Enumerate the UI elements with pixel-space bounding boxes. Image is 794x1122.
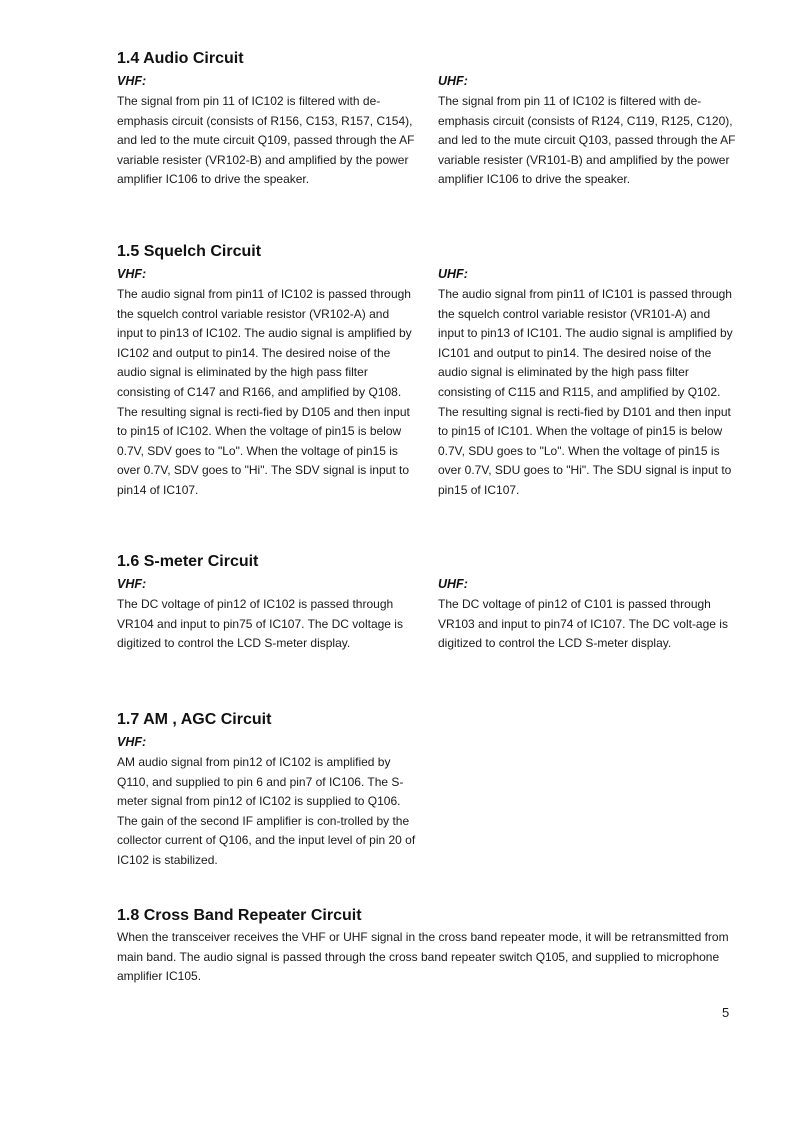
vhf-column bbox=[117, 576, 417, 654]
uhf-label: UHF: bbox=[438, 577, 468, 591]
vhf-column bbox=[117, 73, 417, 190]
vhf-column bbox=[117, 734, 422, 871]
vhf-paragraph: AM audio signal from pin12 of IC102 is amplified by Q110, and supplied to pin 6 and pin7 of IC106. The S-meter signal from pin12 of IC102 is supplied to Q106. The gain of the second IF amplifier is con-trolled by the collector current of Q106, and the input level of pin 20 of IC102 is stabilized. bbox=[117, 755, 416, 867]
page-number: 5 bbox=[722, 1005, 730, 1020]
section-heading: 1.4 Audio Circuit bbox=[117, 50, 244, 67]
uhf-column bbox=[438, 73, 738, 190]
uhf-paragraph: The signal from pin 11 of IC102 is filtered with de-emphasis circuit (consists of R124, C119, R125, C120), and led to the mute circuit Q103, passed through the AF variable resister (VR101-B) and amplified by the power amplifier IC106 to drive the speaker. bbox=[438, 94, 736, 187]
uhf-paragraph: The DC voltage of pin12 of C101 is passed through VR103 and input to pin74 of IC107. The DC volt-age is digitized to control the LCD S-meter display. bbox=[438, 597, 728, 651]
repeater-paragraph: When the transceiver receives the VHF or UHF signal in the cross band repeater mode, it will be retransmitted from main band. The audio signal is passed through the cross band repeater switch Q105, and supplied to microphone amplifier IC105. bbox=[117, 930, 729, 984]
section-heading: 1.8 Cross Band Repeater Circuit bbox=[117, 907, 362, 924]
section-squelch-circuit bbox=[117, 242, 747, 497]
section-am-agc-circuit bbox=[117, 710, 747, 867]
uhf-label: UHF: bbox=[438, 267, 468, 281]
vhf-label: VHF: bbox=[117, 267, 147, 281]
section-audio-circuit bbox=[117, 49, 747, 187]
section-heading: 1.6 S-meter Circuit bbox=[117, 553, 259, 570]
uhf-label: UHF: bbox=[438, 74, 468, 88]
section-s-meter-circuit bbox=[117, 552, 747, 651]
vhf-label: VHF: bbox=[117, 74, 147, 88]
vhf-label: VHF: bbox=[117, 735, 147, 749]
section-heading: 1.5 Squelch Circuit bbox=[117, 243, 262, 260]
uhf-paragraph: The audio signal from pin11 of IC101 is passed through the squelch control variable resistor (VR101-A) and input to pin13 of IC101. The audio signal is amplified by IC101 and output to pin14. The desired noise of the audio signal is eliminated by the high pass filter consisting of C115 and R115, and amplified by Q102. The resulting signal is recti-fied by D101 and then input to pin15 of IC101. When the voltage of pin15 is below 0.7V, SDU goes to "Lo". When the voltage of pin15 is over 0.7V, SDU goes to "Hi". The SDU signal is input to pin15 of IC107. bbox=[438, 287, 733, 497]
vhf-paragraph: The DC voltage of pin12 of IC102 is passed through VR104 and input to pin75 of IC107. The DC voltage is digitized to control the LCD S-meter display. bbox=[117, 597, 403, 651]
section-heading: 1.7 AM , AGC Circuit bbox=[117, 711, 272, 728]
section-cross-band-repeater bbox=[117, 906, 747, 987]
vhf-paragraph: The audio signal from pin11 of IC102 is passed through the squelch control variable resistor (VR102-A) and input to pin13 of IC102. The audio signal is amplified by IC102 and output to pin14. The desired noise of the audio signal is eliminated by the high pass filter consisting of C147 and R166, and amplified by Q108. The resulting signal is recti-fied by D105 and then input to pin15 of IC102. When the voltage of pin15 is below 0.7V, SDV goes to "Lo". When the voltage of pin15 is over 0.7V, SDV goes to "Hi". The SDV signal is input to pin14 of IC107. bbox=[117, 287, 412, 497]
uhf-column bbox=[438, 576, 738, 654]
vhf-column bbox=[117, 266, 417, 501]
uhf-column bbox=[438, 266, 738, 501]
vhf-paragraph: The signal from pin 11 of IC102 is filtered with de-emphasis circuit (consists of R156, C153, R157, C154), and led to the mute circuit Q109, passed through the AF variable resister (VR102-B) and amplified by the power amplifier IC106 to drive the speaker. bbox=[117, 94, 415, 187]
vhf-label: VHF: bbox=[117, 577, 147, 591]
